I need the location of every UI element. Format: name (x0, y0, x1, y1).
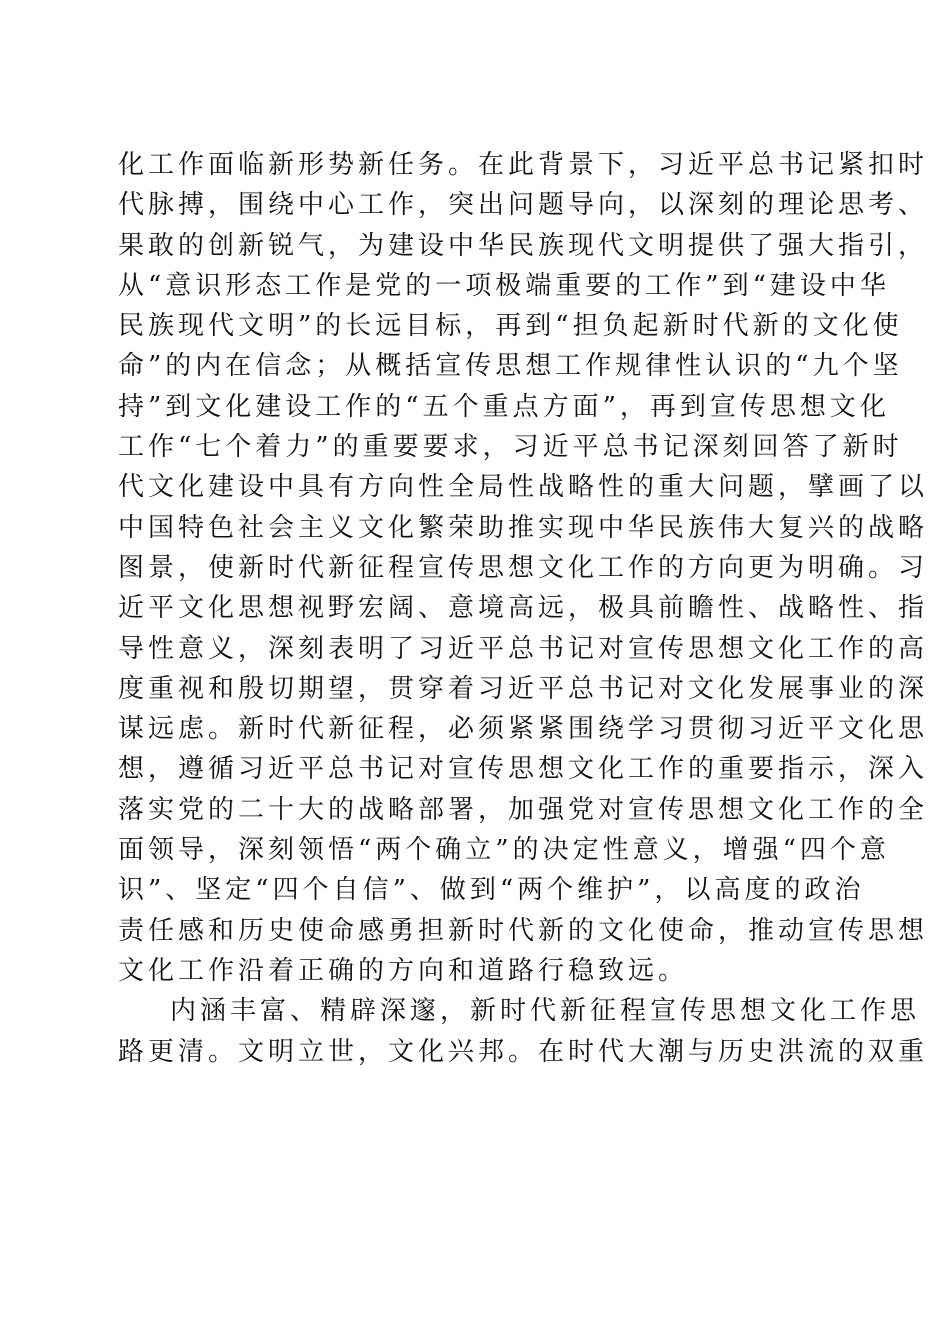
text-line: 化工作面临新形势新任务。在此背景下，习近平总书记紧扣时 (118, 150, 929, 180)
text-line: 落实党的二十大的战略部署，加强党对宣传思想文化工作的全 (118, 794, 929, 825)
text-line: 从“意识形态工作是党的一项极端重要的工作”到“建设中华 (118, 270, 890, 301)
text-line: 命”的内在信念；从概括宣传思想工作规律性认识的“九个坚 (118, 351, 903, 382)
text-line: 图景，使新时代新征程宣传思想文化工作的方向更为明确。习 (118, 552, 929, 583)
text-line: 面领导，深刻领悟“两个确立”的决定性意义，增强“四个意 (118, 835, 890, 866)
text-line: 想，遵循习近平总书记对宣传思想文化工作的重要指示，深入 (118, 754, 929, 785)
text-line: 近平文化思想视野宏阔、意境高远，极具前瞻性、战略性、指 (118, 593, 929, 624)
text-line: 代文化建设中具有方向性全局性战略性的重大问题，擘画了以 (118, 472, 929, 503)
text-line: 工作“七个着力”的重要要求，习近平总书记深刻回答了新时 (118, 432, 903, 463)
document-body (118, 145, 929, 1072)
text-line: 谋远虑。新时代新征程，必须紧紧围绕学习贯彻习近平文化思 (118, 714, 929, 745)
text-line: 路更清。文明立世，文化兴邦。在时代大潮与历史洪流的双重 (118, 1036, 929, 1067)
text-line: 内涵丰富、精辟深邃，新时代新征程宣传思想文化工作思 (170, 996, 921, 1027)
text-line: 识”、坚定“四个自信”、做到“两个维护”，以高度的政治 (118, 875, 865, 906)
text-line: 持”到文化建设工作的“五个重点方面”，再到宣传思想文化 (118, 391, 890, 422)
text-line: 文化工作沿着正确的方向和道路行稳致远。 (118, 955, 689, 986)
paragraph-1 (118, 145, 929, 991)
paragraph-2 (118, 991, 929, 1072)
text-line: 果敢的创新锐气，为建设中华民族现代文明提供了强大指引， (118, 230, 929, 261)
text-line: 代脉搏，围绕中心工作，突出问题导向，以深刻的理论思考、 (118, 190, 929, 221)
text-line: 责任感和历史使命感勇担新时代新的文化使命，推动宣传思想 (118, 915, 929, 946)
text-line: 中国特色社会主义文化繁荣助推实现中华民族伟大复兴的战略 (118, 512, 929, 543)
text-line: 民族现代文明”的长远目标，再到“担负起新时代新的文化使 (118, 311, 903, 342)
text-line: 导性意义，深刻表明了习近平总书记对宣传思想文化工作的高 (118, 633, 929, 664)
text-line: 度重视和殷切期望，贯穿着习近平总书记对文化发展事业的深 (118, 673, 929, 704)
